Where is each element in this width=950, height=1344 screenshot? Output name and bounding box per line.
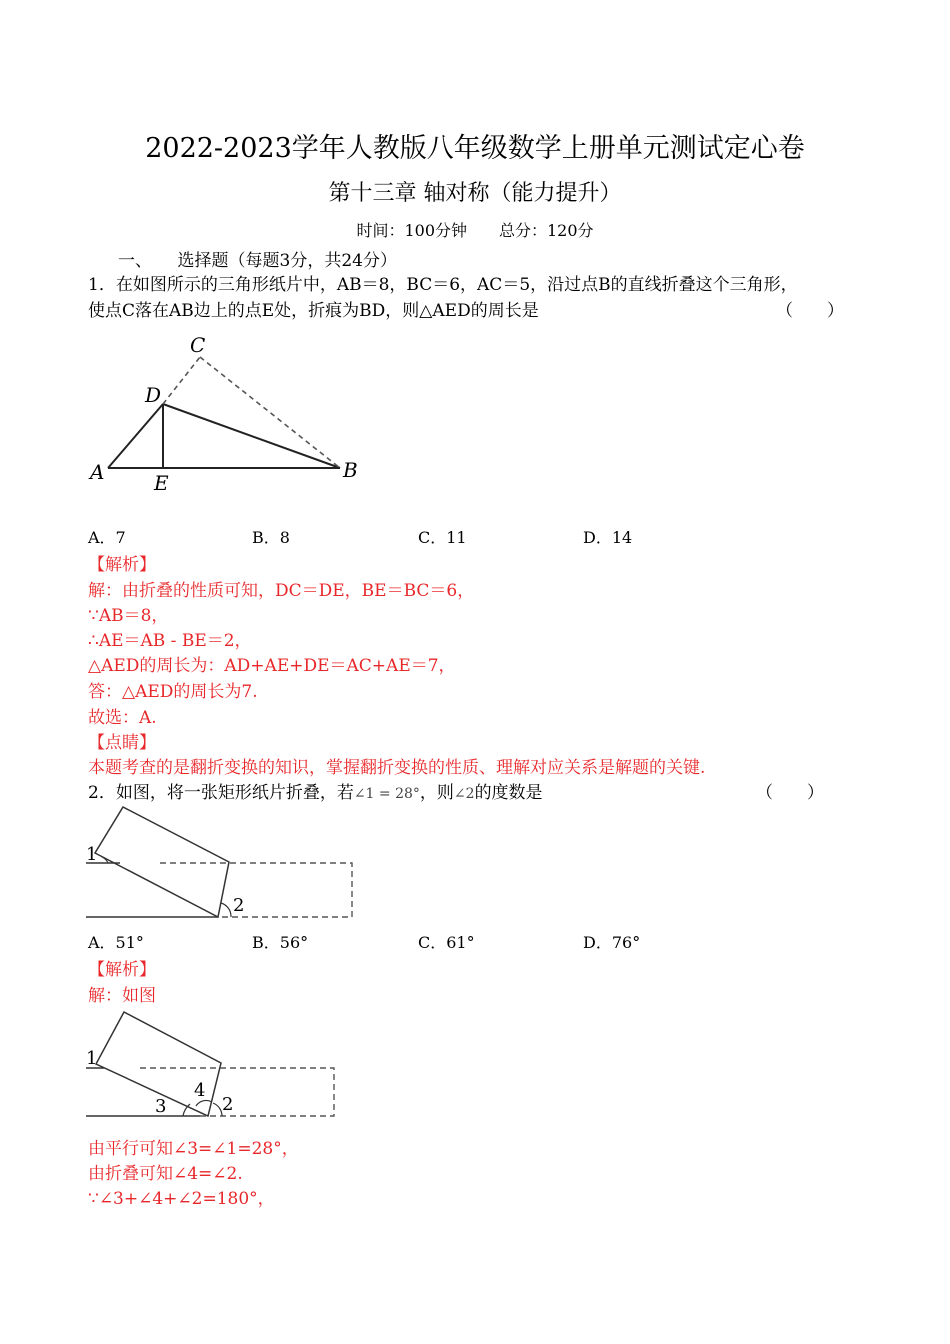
- q1-answer-paren: （ ）: [776, 301, 844, 321]
- q1-stem-line2: 使点C落在AB边上的点E处，折痕为BD，则△AED的周长是: [88, 301, 539, 321]
- angle-1-label: 1: [86, 844, 98, 865]
- section-heading: 一、 选择题（每题3分，共24分）: [118, 251, 397, 271]
- q2-analysis-title: 【解析】: [88, 960, 156, 980]
- q1-option-a: A．7: [88, 528, 126, 547]
- q2-stem-c: 的度数是: [474, 783, 543, 803]
- label-e: E: [154, 471, 169, 495]
- q1-analysis-line: △AED的周长为：AD+AE+DE＝AC+AE＝7，: [88, 656, 456, 676]
- q2-option-d: D．76°: [583, 933, 641, 952]
- q2-option-c: C．61°: [418, 933, 475, 952]
- q1-comment: 本题考查的是翻折变换的知识，掌握翻折变换的性质、理解对应关系是解题的关键.: [88, 758, 706, 778]
- q2-analysis-intro: 解：如图: [88, 986, 156, 1006]
- label-c: C: [190, 333, 206, 357]
- angle-2-arc: [213, 1103, 222, 1116]
- angle-3-label: 3: [155, 1096, 167, 1117]
- q2-analysis-line: ∵∠3+∠4+∠2=180°，: [88, 1189, 275, 1209]
- q2-option-a: A．51°: [88, 933, 144, 952]
- q1-analysis-title: 【解析】: [88, 555, 156, 575]
- q2-angle-ask: ∠2: [453, 786, 475, 802]
- angle-1-label: 1: [86, 1048, 98, 1069]
- dashed-original-rectangle: [140, 1068, 334, 1116]
- q1-analysis-line: 故选：A.: [88, 708, 157, 728]
- label-a: A: [90, 460, 105, 484]
- q2-angle-condition: ∠1 = 28°: [353, 786, 420, 802]
- q1-option-b: B．8: [252, 528, 290, 547]
- q1-option-d: D．14: [583, 528, 633, 547]
- angle-4-label: 4: [194, 1080, 206, 1101]
- label-b: B: [343, 458, 358, 482]
- chapter-subtitle: 第十三章 轴对称（能力提升）: [328, 181, 622, 206]
- angle-4-arc: [196, 1100, 212, 1106]
- q2-stem-b: ，则: [419, 783, 454, 803]
- label-d: D: [145, 383, 162, 407]
- q1-comment-title: 【点睛】: [88, 733, 156, 753]
- q1-analysis-line: 答：△AED的周长为7.: [88, 682, 258, 702]
- q2-analysis-line: 由平行可知∠3=∠1=28°，: [88, 1139, 299, 1159]
- exam-meta: 时间：100分钟 总分：120分: [356, 221, 594, 240]
- q1-analysis-line: ∴AE＝AB - BE＝2，: [88, 631, 252, 651]
- q2-stem-a: 2．如图，将一张矩形纸片折叠，若: [88, 783, 354, 803]
- q2-answer-paren: （ ）: [756, 783, 824, 803]
- angle-2-label: 2: [222, 1094, 234, 1115]
- page-title: 2022-2023学年人教版八年级数学上册单元测试定心卷: [145, 133, 805, 164]
- q2-option-b: B．56°: [252, 933, 309, 952]
- q1-stem-line1: 1．在如图所示的三角形纸片中，AB＝8，BC＝6，AC＝5，沿过点B的直线折叠这个三角形，: [88, 275, 798, 295]
- q1-option-c: C．11: [418, 528, 467, 547]
- angle-2-label: 2: [233, 895, 245, 916]
- q1-analysis-line: 解：由折叠的性质可知，DC＝DE，BE＝BC＝6，: [88, 581, 475, 601]
- q2-analysis-line: 由折叠可知∠4=∠2.: [88, 1164, 243, 1184]
- q1-analysis-line: ∵AB＝8，: [88, 606, 169, 626]
